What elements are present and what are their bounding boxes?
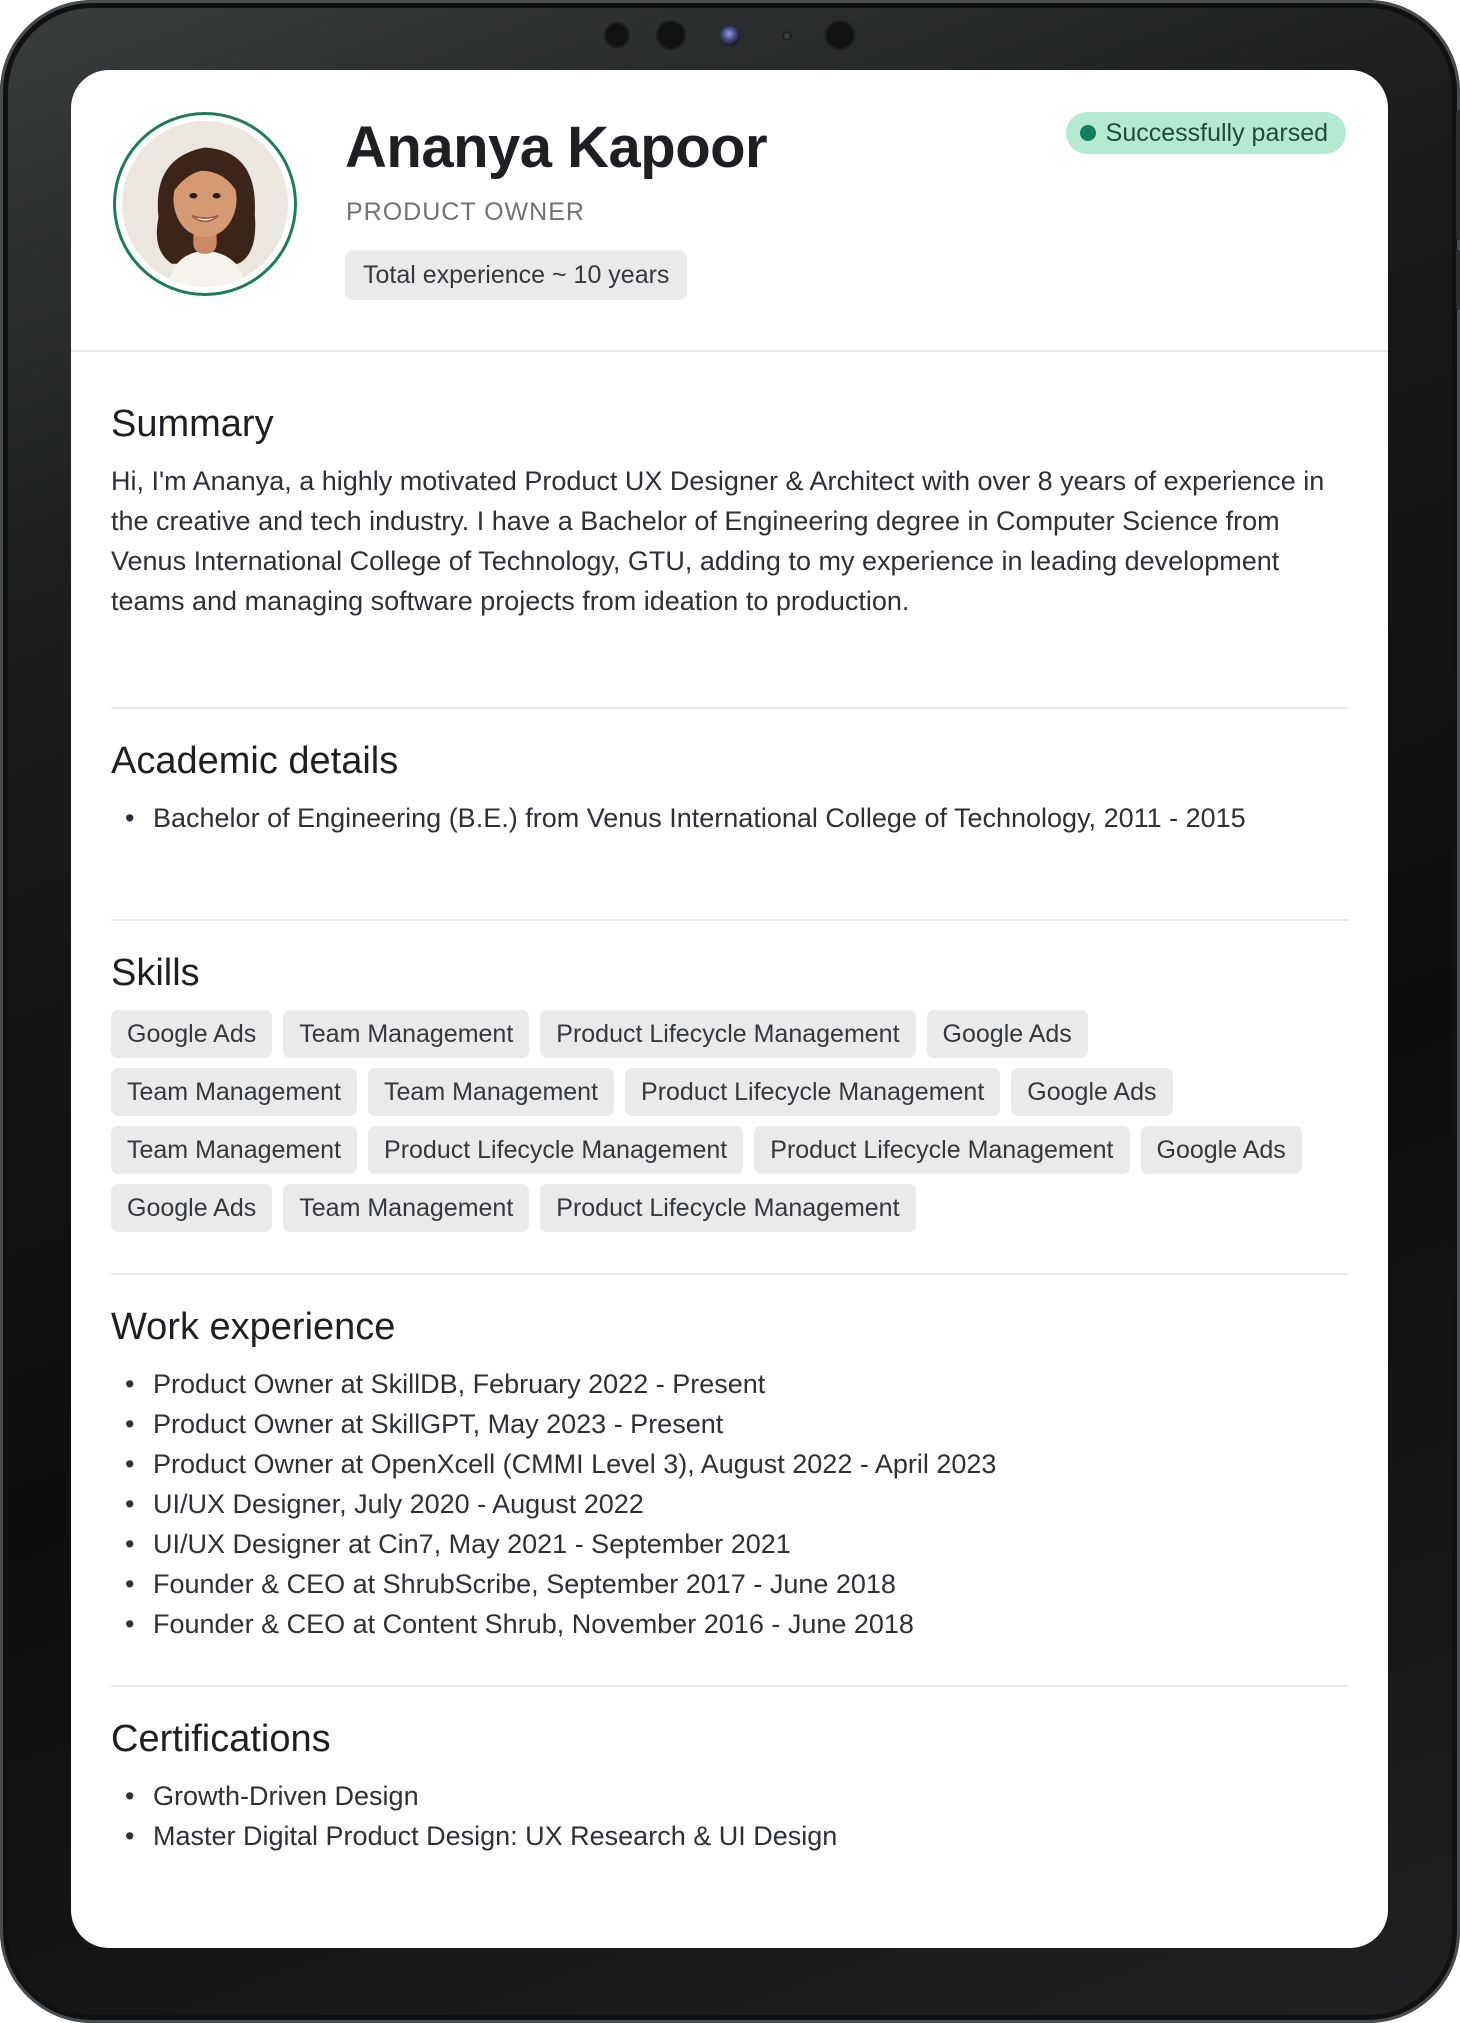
- section-title: Skills: [111, 952, 200, 994]
- skill-chip: Google Ads: [927, 1010, 1088, 1058]
- divider: [111, 919, 1348, 921]
- status-label: Successfully parsed: [1105, 119, 1328, 147]
- skill-chip: Product Lifecycle Management: [540, 1184, 915, 1232]
- sensor-icon: [604, 22, 630, 48]
- certifications-section: [111, 1715, 1348, 1856]
- skill-chip: Google Ads: [1141, 1126, 1302, 1174]
- section-title: Work experience: [111, 1306, 396, 1348]
- list-item: • Founder & CEO at Content Shrub, November 2016 - June 2018: [111, 1604, 1348, 1644]
- candidate-name: Ananya Kapoor: [345, 115, 768, 180]
- summary-text: Hi, I'm Ananya, a highly motivated Product UX Designer & Architect with over 8 years of experience in the creative and tech industry. I have a Bachelor of Engineering degree in Computer Science from Venus International College of Technology, GTU, adding to my experience in leading development teams and managing software projects from ideation to production.: [111, 466, 1325, 617]
- list-item: • Product Owner at OpenXcell (CMMI Level 3), August 2022 - April 2023: [111, 1444, 1348, 1484]
- divider: [111, 707, 1348, 709]
- list-item: • Product Owner at SkillGPT, May 2023 - Present: [111, 1404, 1348, 1444]
- skill-chip: Team Management: [368, 1068, 614, 1116]
- candidate-role: PRODUCT OWNER: [346, 198, 585, 226]
- skill-chip: Google Ads: [111, 1010, 272, 1058]
- skills-list: [111, 1010, 1311, 1232]
- camera-bar: [0, 18, 1460, 54]
- divider: [111, 1685, 1348, 1687]
- skill-chip: Product Lifecycle Management: [754, 1126, 1129, 1174]
- skill-chip: Team Management: [283, 1184, 529, 1232]
- portrait-icon: [122, 121, 288, 287]
- volume-button: [1456, 110, 1460, 240]
- sensor-icon: [825, 20, 855, 50]
- skills-section: [111, 949, 1348, 1232]
- section-title: Certifications: [111, 1718, 331, 1760]
- list-item: • UI/UX Designer at Cin7, May 2021 - September 2021: [111, 1524, 1348, 1564]
- list-item: • UI/UX Designer, July 2020 - August 2022: [111, 1484, 1348, 1524]
- indicator-dot-icon: [782, 31, 792, 41]
- skill-chip: Team Management: [111, 1126, 357, 1174]
- avatar: [113, 112, 297, 296]
- power-button: [1456, 250, 1460, 310]
- section-title: Academic details: [111, 740, 399, 782]
- divider: [111, 1273, 1348, 1275]
- summary-section: [111, 400, 1348, 621]
- profile-header: [71, 70, 1388, 352]
- section-title: Summary: [111, 403, 274, 445]
- sensor-icon: [656, 20, 686, 50]
- list-item: • Bachelor of Engineering (B.E.) from Venus International College of Technology, 2011 - 2015: [111, 798, 1348, 838]
- academic-section: [111, 737, 1348, 838]
- experience-chip: Total experience ~ 10 years: [345, 250, 687, 300]
- status-dot-icon: [1080, 125, 1096, 141]
- list-item: • Founder & CEO at ShrubScribe, September 2017 - June 2018: [111, 1564, 1348, 1604]
- resume-card: [71, 70, 1388, 1948]
- list-item: • Growth-Driven Design: [111, 1776, 1348, 1816]
- skill-chip: Product Lifecycle Management: [625, 1068, 1000, 1116]
- list-item: • Product Owner at SkillDB, February 2022 - Present: [111, 1364, 1348, 1404]
- skill-chip: Team Management: [283, 1010, 529, 1058]
- status-badge: [1066, 112, 1346, 154]
- skill-chip: Google Ads: [1011, 1068, 1172, 1116]
- certifications-list: [111, 1776, 1348, 1856]
- camera-lens-icon: [720, 26, 740, 46]
- skill-chip: Google Ads: [111, 1184, 272, 1232]
- skill-chip: Product Lifecycle Management: [540, 1010, 915, 1058]
- work-list: [111, 1364, 1348, 1644]
- skill-chip: Team Management: [111, 1068, 357, 1116]
- work-section: [111, 1303, 1348, 1644]
- list-item: • Master Digital Product Design: UX Research & UI Design: [111, 1816, 1348, 1856]
- skill-chip: Product Lifecycle Management: [368, 1126, 743, 1174]
- academic-list: [111, 798, 1348, 838]
